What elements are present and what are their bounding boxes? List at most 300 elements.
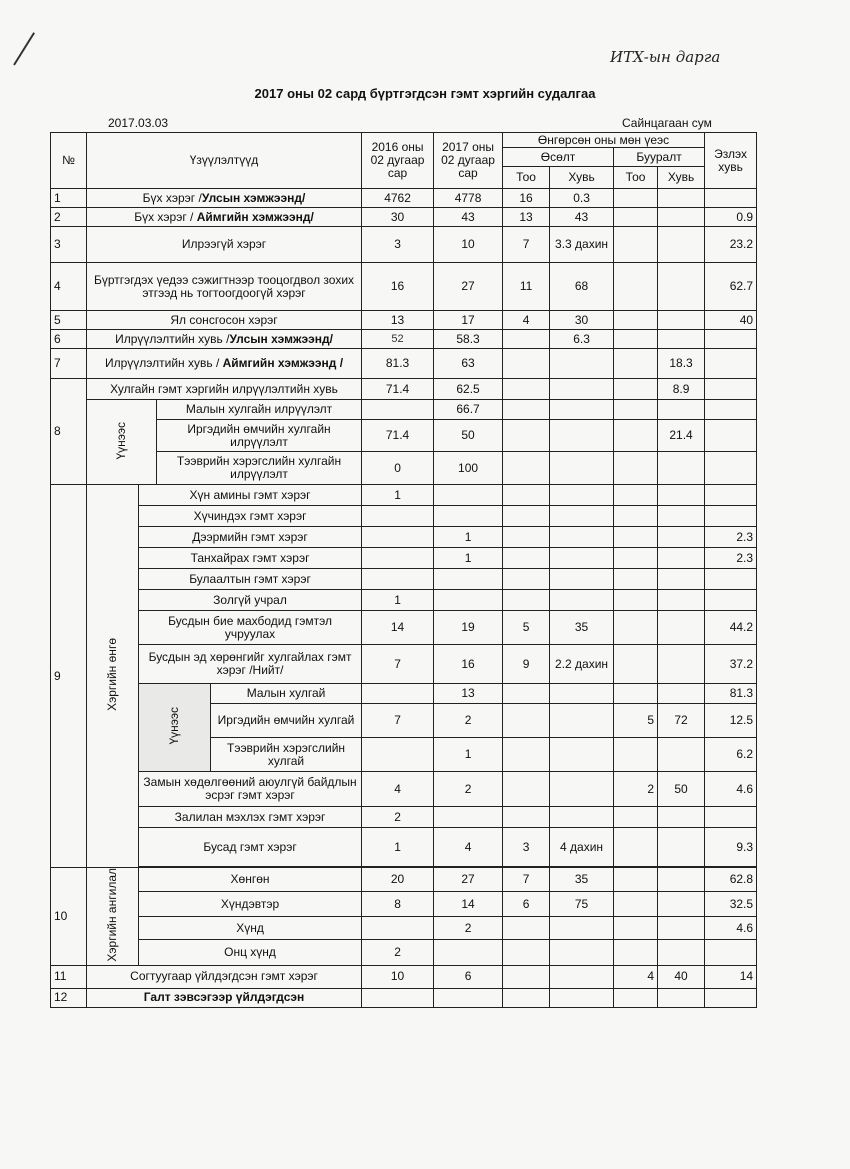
table-row: [51, 772, 757, 807]
cell-decline-count: [614, 452, 658, 485]
cell-growth-count: [503, 400, 550, 420]
cell-growth-count: [503, 965, 550, 988]
crime-statistics-table: [50, 132, 757, 1008]
row-label: Хөнгөн: [139, 868, 362, 892]
cell-growth-count: [503, 940, 550, 965]
cell-share: [705, 569, 757, 590]
table-row: [51, 892, 757, 917]
cell-growth-count: [503, 548, 550, 569]
cell-decline-count: [614, 506, 658, 527]
cell-2017: [434, 590, 503, 611]
cell-growth-count: 7: [503, 868, 550, 892]
cell-decline-count: [614, 988, 658, 1007]
table-row: [51, 569, 757, 590]
cell-growth-percent: 6.3: [550, 330, 614, 349]
cell-growth-percent: [550, 485, 614, 506]
cell-decline-percent: [658, 590, 705, 611]
row-label: Галт зэвсэгээр үйлдэгдсэн: [87, 988, 362, 1007]
table-row: [51, 868, 757, 892]
cell-growth-count: [503, 569, 550, 590]
cell-growth-percent: [550, 940, 614, 965]
cell-growth-percent: 0.3: [550, 189, 614, 208]
cell-growth-percent: [550, 569, 614, 590]
cell-growth-count: [503, 420, 550, 452]
cell-share: 40: [705, 311, 757, 330]
cell-decline-count: [614, 569, 658, 590]
cell-growth-count: 13: [503, 208, 550, 227]
cell-decline-count: [614, 645, 658, 684]
header-2016: 2016 оны 02 дугаар сар: [362, 133, 434, 189]
cell-2017: 1: [434, 738, 503, 772]
table-row: [51, 189, 757, 208]
row-label: Бусдын эд хөрөнгийг хулгайлах гэмт хэрэг /Нийт/: [139, 645, 362, 684]
cell-share: [705, 400, 757, 420]
cell-2016: [362, 569, 434, 590]
cell-decline-percent: [658, 738, 705, 772]
cell-decline-percent: [658, 400, 705, 420]
cell-growth-percent: [550, 590, 614, 611]
cell-decline-count: [614, 330, 658, 349]
cell-2016: 71.4: [362, 379, 434, 400]
cell-decline-percent: 8.9: [658, 379, 705, 400]
cell-growth-percent: 2.2 дахин: [550, 645, 614, 684]
cell-2016: 7: [362, 645, 434, 684]
table-row: [51, 485, 757, 506]
cell-growth-percent: [550, 917, 614, 940]
table-row: [51, 506, 757, 527]
cell-2016: [362, 684, 434, 704]
cell-share: 37.2: [705, 645, 757, 684]
cell-growth-percent: [550, 548, 614, 569]
cell-2017: 6: [434, 965, 503, 988]
cell-growth-percent: 30: [550, 311, 614, 330]
cell-growth-count: 4: [503, 311, 550, 330]
cell-decline-count: [614, 611, 658, 645]
row-label: Илрээгүй хэрэг: [87, 227, 362, 263]
cell-share: 12.5: [705, 704, 757, 738]
row-number: 12: [51, 988, 87, 1007]
cell-share: [705, 189, 757, 208]
row-label: Хүндэвтэр: [139, 892, 362, 917]
cell-decline-percent: [658, 828, 705, 867]
cell-decline-count: 4: [614, 965, 658, 988]
cell-2017: 66.7: [434, 400, 503, 420]
cell-growth-count: [503, 988, 550, 1007]
cell-growth-count: 7: [503, 227, 550, 263]
cell-2017: 58.3: [434, 330, 503, 349]
cell-2016: 13: [362, 311, 434, 330]
cell-decline-count: [614, 311, 658, 330]
cell-share: 62.7: [705, 263, 757, 311]
cell-2017: 4778: [434, 189, 503, 208]
cell-growth-percent: 35: [550, 611, 614, 645]
cell-2016: 1: [362, 590, 434, 611]
row-label: Бусад гэмт хэрэг: [139, 828, 362, 867]
row-label: Тээврийн хэрэгслийн хулгайн илрүүлэлт: [157, 452, 362, 485]
cell-decline-percent: [658, 611, 705, 645]
row-label: Замын хөдөлгөөний аюулгүй байдлын эсрэг гэмт хэрэг: [139, 772, 362, 807]
cell-growth-percent: [550, 349, 614, 379]
cell-2017: 43: [434, 208, 503, 227]
cell-share: 32.5: [705, 892, 757, 917]
row-label: Бусдын бие махбодид гэмтэл учруулах: [139, 611, 362, 645]
cell-2017: 27: [434, 263, 503, 311]
cell-2016: 30: [362, 208, 434, 227]
table-row: [51, 611, 757, 645]
cell-share: 81.3: [705, 684, 757, 704]
row-label: Иргэдийн өмчийн хулгай: [211, 704, 362, 738]
row-label: Малын хулгайн илрүүлэлт: [157, 400, 362, 420]
row-label: Согтуугаар үйлдэгдсэн гэмт хэрэг: [87, 965, 362, 988]
table-row: [51, 988, 757, 1007]
cell-decline-percent: [658, 452, 705, 485]
cell-growth-percent: [550, 420, 614, 452]
group-label-of-which: Үүнээс: [87, 400, 157, 485]
cell-growth-count: [503, 917, 550, 940]
handwritten-annotation: ИТХ-ын дарга: [610, 48, 721, 66]
cell-growth-count: [503, 772, 550, 807]
cell-2016: 4762: [362, 189, 434, 208]
cell-share: [705, 590, 757, 611]
cell-2017: [434, 807, 503, 828]
group-label-crime-type: Хэргийн өнгө: [87, 485, 139, 868]
cell-growth-percent: 75: [550, 892, 614, 917]
row-number: 2: [51, 208, 87, 227]
row-label: Залилан мэхлэх гэмт хэрэг: [139, 807, 362, 828]
row-number: 6: [51, 330, 87, 349]
table-row: [51, 227, 757, 263]
row-number: 4: [51, 263, 87, 311]
row-number: 8: [51, 379, 87, 485]
cell-growth-count: 11: [503, 263, 550, 311]
cell-2016: [362, 988, 434, 1007]
cell-growth-percent: [550, 379, 614, 400]
cell-2016: 1: [362, 828, 434, 867]
cell-growth-count: 6: [503, 892, 550, 917]
cell-2016: 52: [362, 330, 434, 349]
row-number: 9: [51, 485, 87, 868]
table-row: [51, 807, 757, 828]
cell-growth-percent: 4 дахин: [550, 828, 614, 867]
cell-2017: 100: [434, 452, 503, 485]
row-number: 3: [51, 227, 87, 263]
header-no: №: [51, 133, 87, 189]
cell-2017: 16: [434, 645, 503, 684]
cell-share: [705, 807, 757, 828]
row-label: Хүчиндэх гэмт хэрэг: [139, 506, 362, 527]
cell-growth-count: [503, 704, 550, 738]
row-number: 11: [51, 965, 87, 988]
row-label: Хүн амины гэмт хэрэг: [139, 485, 362, 506]
cell-growth-percent: 68: [550, 263, 614, 311]
cell-decline-percent: [658, 227, 705, 263]
cell-decline-percent: 72: [658, 704, 705, 738]
cell-share: [705, 940, 757, 965]
cell-decline-count: [614, 684, 658, 704]
cell-decline-count: [614, 263, 658, 311]
cell-decline-count: 5: [614, 704, 658, 738]
cell-2016: [362, 738, 434, 772]
table-row: [51, 684, 757, 704]
cell-share: 6.2: [705, 738, 757, 772]
cell-decline-percent: [658, 311, 705, 330]
header-compare: Өнгөрсөн оны мөн үеэс: [503, 133, 705, 148]
cell-decline-percent: 50: [658, 772, 705, 807]
cell-2016: [362, 506, 434, 527]
header-2017: 2017 оны 02 дугаар сар: [434, 133, 503, 189]
cell-growth-percent: [550, 965, 614, 988]
cell-decline-count: [614, 485, 658, 506]
cell-decline-percent: [658, 892, 705, 917]
cell-2017: 4: [434, 828, 503, 867]
cell-2017: 62.5: [434, 379, 503, 400]
cell-growth-count: [503, 452, 550, 485]
cell-2017: 2: [434, 917, 503, 940]
cell-decline-count: [614, 590, 658, 611]
row-label: Дээрмийн гэмт хэрэг: [139, 527, 362, 548]
cell-2016: 3: [362, 227, 434, 263]
cell-2016: 8: [362, 892, 434, 917]
cell-2016: [362, 917, 434, 940]
cell-share: 2.3: [705, 548, 757, 569]
cell-2016: 81.3: [362, 349, 434, 379]
cell-share: 14: [705, 965, 757, 988]
cell-growth-percent: [550, 684, 614, 704]
cell-2017: [434, 506, 503, 527]
cell-share: 23.2: [705, 227, 757, 263]
cell-decline-percent: [658, 645, 705, 684]
cell-decline-count: [614, 227, 658, 263]
cell-growth-count: [503, 590, 550, 611]
cell-growth-count: [503, 330, 550, 349]
cell-decline-percent: [658, 569, 705, 590]
cell-decline-count: [614, 807, 658, 828]
cell-decline-count: [614, 420, 658, 452]
cell-share: [705, 330, 757, 349]
cell-2017: 2: [434, 704, 503, 738]
cell-growth-percent: 43: [550, 208, 614, 227]
table-row: [51, 917, 757, 940]
cell-2017: 17: [434, 311, 503, 330]
cell-decline-percent: [658, 684, 705, 704]
cell-decline-percent: 18.3: [658, 349, 705, 379]
cell-growth-count: [503, 527, 550, 548]
row-label: Бүртгэгдэх үедээ сэжигтнээр тооцогдвол зохих этгээд нь тогтоогдоогүй хэрэг: [87, 263, 362, 311]
group-label-of-which: Үүнээс: [139, 684, 211, 772]
table-row: [51, 311, 757, 330]
row-label: Тээврийн хэрэгслийн хулгай: [211, 738, 362, 772]
table-row: [51, 420, 757, 452]
cell-2017: 10: [434, 227, 503, 263]
cell-share: [705, 988, 757, 1007]
cell-2017: [434, 940, 503, 965]
cell-2017: [434, 988, 503, 1007]
header-growth-percent: Хувь: [550, 167, 614, 189]
cell-decline-count: [614, 400, 658, 420]
cell-growth-count: 16: [503, 189, 550, 208]
cell-growth-count: [503, 379, 550, 400]
cell-growth-percent: [550, 452, 614, 485]
cell-growth-count: [503, 349, 550, 379]
row-label: Золгүй учрал: [139, 590, 362, 611]
cell-decline-percent: [658, 189, 705, 208]
table-row: [51, 452, 757, 485]
cell-decline-count: [614, 208, 658, 227]
cell-2017: 27: [434, 868, 503, 892]
header-growth: Өсөлт: [503, 148, 614, 167]
row-label: Танхайрах гэмт хэрэг: [139, 548, 362, 569]
table-row: [51, 330, 757, 349]
cell-2016: 16: [362, 263, 434, 311]
row-label: Ял сонсгосон хэрэг: [87, 311, 362, 330]
cell-share: 2.3: [705, 527, 757, 548]
group-label-category: Хэргийн ангилал: [87, 868, 139, 966]
cell-2017: [434, 485, 503, 506]
cell-decline-percent: [658, 940, 705, 965]
cell-decline-count: [614, 189, 658, 208]
cell-growth-percent: [550, 506, 614, 527]
table-row: [51, 208, 757, 227]
row-label: Иргэдийн өмчийн хулгайн илрүүлэлт: [157, 420, 362, 452]
cell-growth-percent: 35: [550, 868, 614, 892]
cell-2016: [362, 400, 434, 420]
row-label: Бүх хэрэг / Аймгийн хэмжээнд/: [87, 208, 362, 227]
cell-share: 4.6: [705, 917, 757, 940]
row-label: Бүх хэрэг /Улсын хэмжээнд/: [87, 189, 362, 208]
table-row: [51, 645, 757, 684]
cell-growth-percent: [550, 807, 614, 828]
cell-decline-percent: [658, 330, 705, 349]
cell-2017: 19: [434, 611, 503, 645]
cell-share: [705, 485, 757, 506]
cell-decline-percent: [658, 485, 705, 506]
table-row: [51, 400, 757, 420]
row-number: 1: [51, 189, 87, 208]
cell-growth-count: [503, 738, 550, 772]
cell-2017: 1: [434, 548, 503, 569]
cell-2017: 50: [434, 420, 503, 452]
cell-decline-count: [614, 940, 658, 965]
table-row: [51, 828, 757, 867]
cell-decline-percent: [658, 807, 705, 828]
cell-2016: [362, 527, 434, 548]
cell-growth-count: 5: [503, 611, 550, 645]
report-location: Сайнцагаан сум: [622, 116, 712, 130]
cell-growth-count: [503, 506, 550, 527]
cell-2017: 1: [434, 527, 503, 548]
header-indicators: Үзүүлэлтүүд: [87, 133, 362, 189]
cell-2017: 2: [434, 772, 503, 807]
cell-share: 44.2: [705, 611, 757, 645]
row-label: Хүнд: [139, 917, 362, 940]
row-label: Булаалтын гэмт хэрэг: [139, 569, 362, 590]
table-row: [51, 379, 757, 400]
cell-growth-percent: [550, 988, 614, 1007]
cell-share: 9.3: [705, 828, 757, 867]
row-number: 7: [51, 349, 87, 379]
cell-growth-count: [503, 485, 550, 506]
cell-decline-percent: [658, 527, 705, 548]
table-row: [51, 940, 757, 965]
row-number: 5: [51, 311, 87, 330]
cell-decline-count: [614, 527, 658, 548]
cell-decline-percent: 21.4: [658, 420, 705, 452]
header-share: Эзлэх хувь: [705, 133, 757, 189]
row-label: Онц хүнд: [139, 940, 362, 965]
table-row: [51, 965, 757, 988]
cell-share: [705, 379, 757, 400]
row-label: Хулгайн гэмт хэргийн илрүүлэлтийн хувь: [87, 379, 362, 400]
cell-2016: 20: [362, 868, 434, 892]
table-row: [51, 263, 757, 311]
cell-decline-count: [614, 892, 658, 917]
row-label: Илрүүлэлтийн хувь / Аймгийн хэмжээнд /: [87, 349, 362, 379]
cell-decline-count: 2: [614, 772, 658, 807]
cell-2016: 1: [362, 485, 434, 506]
cell-2017: [434, 569, 503, 590]
cell-decline-percent: [658, 868, 705, 892]
cell-decline-percent: [658, 988, 705, 1007]
cell-decline-count: [614, 868, 658, 892]
cell-decline-count: [614, 828, 658, 867]
cell-share: 0.9: [705, 208, 757, 227]
header-decline-percent: Хувь: [658, 167, 705, 189]
cell-growth-percent: [550, 527, 614, 548]
header-decline: Бууралт: [614, 148, 705, 167]
cell-growth-percent: 3.3 дахин: [550, 227, 614, 263]
cell-decline-count: [614, 548, 658, 569]
table-row: [51, 527, 757, 548]
cell-share: [705, 420, 757, 452]
cell-growth-percent: [550, 772, 614, 807]
header-growth-count: Тоо: [503, 167, 550, 189]
cell-decline-percent: [658, 506, 705, 527]
cell-2017: 63: [434, 349, 503, 379]
cell-decline-percent: [658, 548, 705, 569]
cell-decline-percent: [658, 917, 705, 940]
cell-growth-count: [503, 807, 550, 828]
cell-decline-count: [614, 917, 658, 940]
cell-share: 4.6: [705, 772, 757, 807]
row-number: 10: [51, 868, 87, 966]
cell-2016: 4: [362, 772, 434, 807]
cell-growth-count: 9: [503, 645, 550, 684]
cell-growth-percent: [550, 738, 614, 772]
cell-2016: 0: [362, 452, 434, 485]
row-label: Илрүүлэлтийн хувь /Улсын хэмжээнд/: [87, 330, 362, 349]
cell-growth-count: 3: [503, 828, 550, 867]
cell-share: 62.8: [705, 868, 757, 892]
report-date: 2017.03.03: [108, 116, 169, 130]
table-row: [51, 590, 757, 611]
cell-2016: 71.4: [362, 420, 434, 452]
cell-growth-percent: [550, 704, 614, 738]
cell-2016: 10: [362, 965, 434, 988]
cell-decline-count: [614, 349, 658, 379]
cell-2017: 13: [434, 684, 503, 704]
row-label: Малын хулгай: [211, 684, 362, 704]
cell-2016: [362, 548, 434, 569]
cell-share: [705, 349, 757, 379]
cell-2016: 7: [362, 704, 434, 738]
table-row: [51, 349, 757, 379]
cell-growth-count: [503, 684, 550, 704]
cell-share: [705, 506, 757, 527]
table-row: [51, 548, 757, 569]
cell-share: [705, 452, 757, 485]
cell-decline-percent: 40: [658, 965, 705, 988]
cell-decline-count: [614, 738, 658, 772]
